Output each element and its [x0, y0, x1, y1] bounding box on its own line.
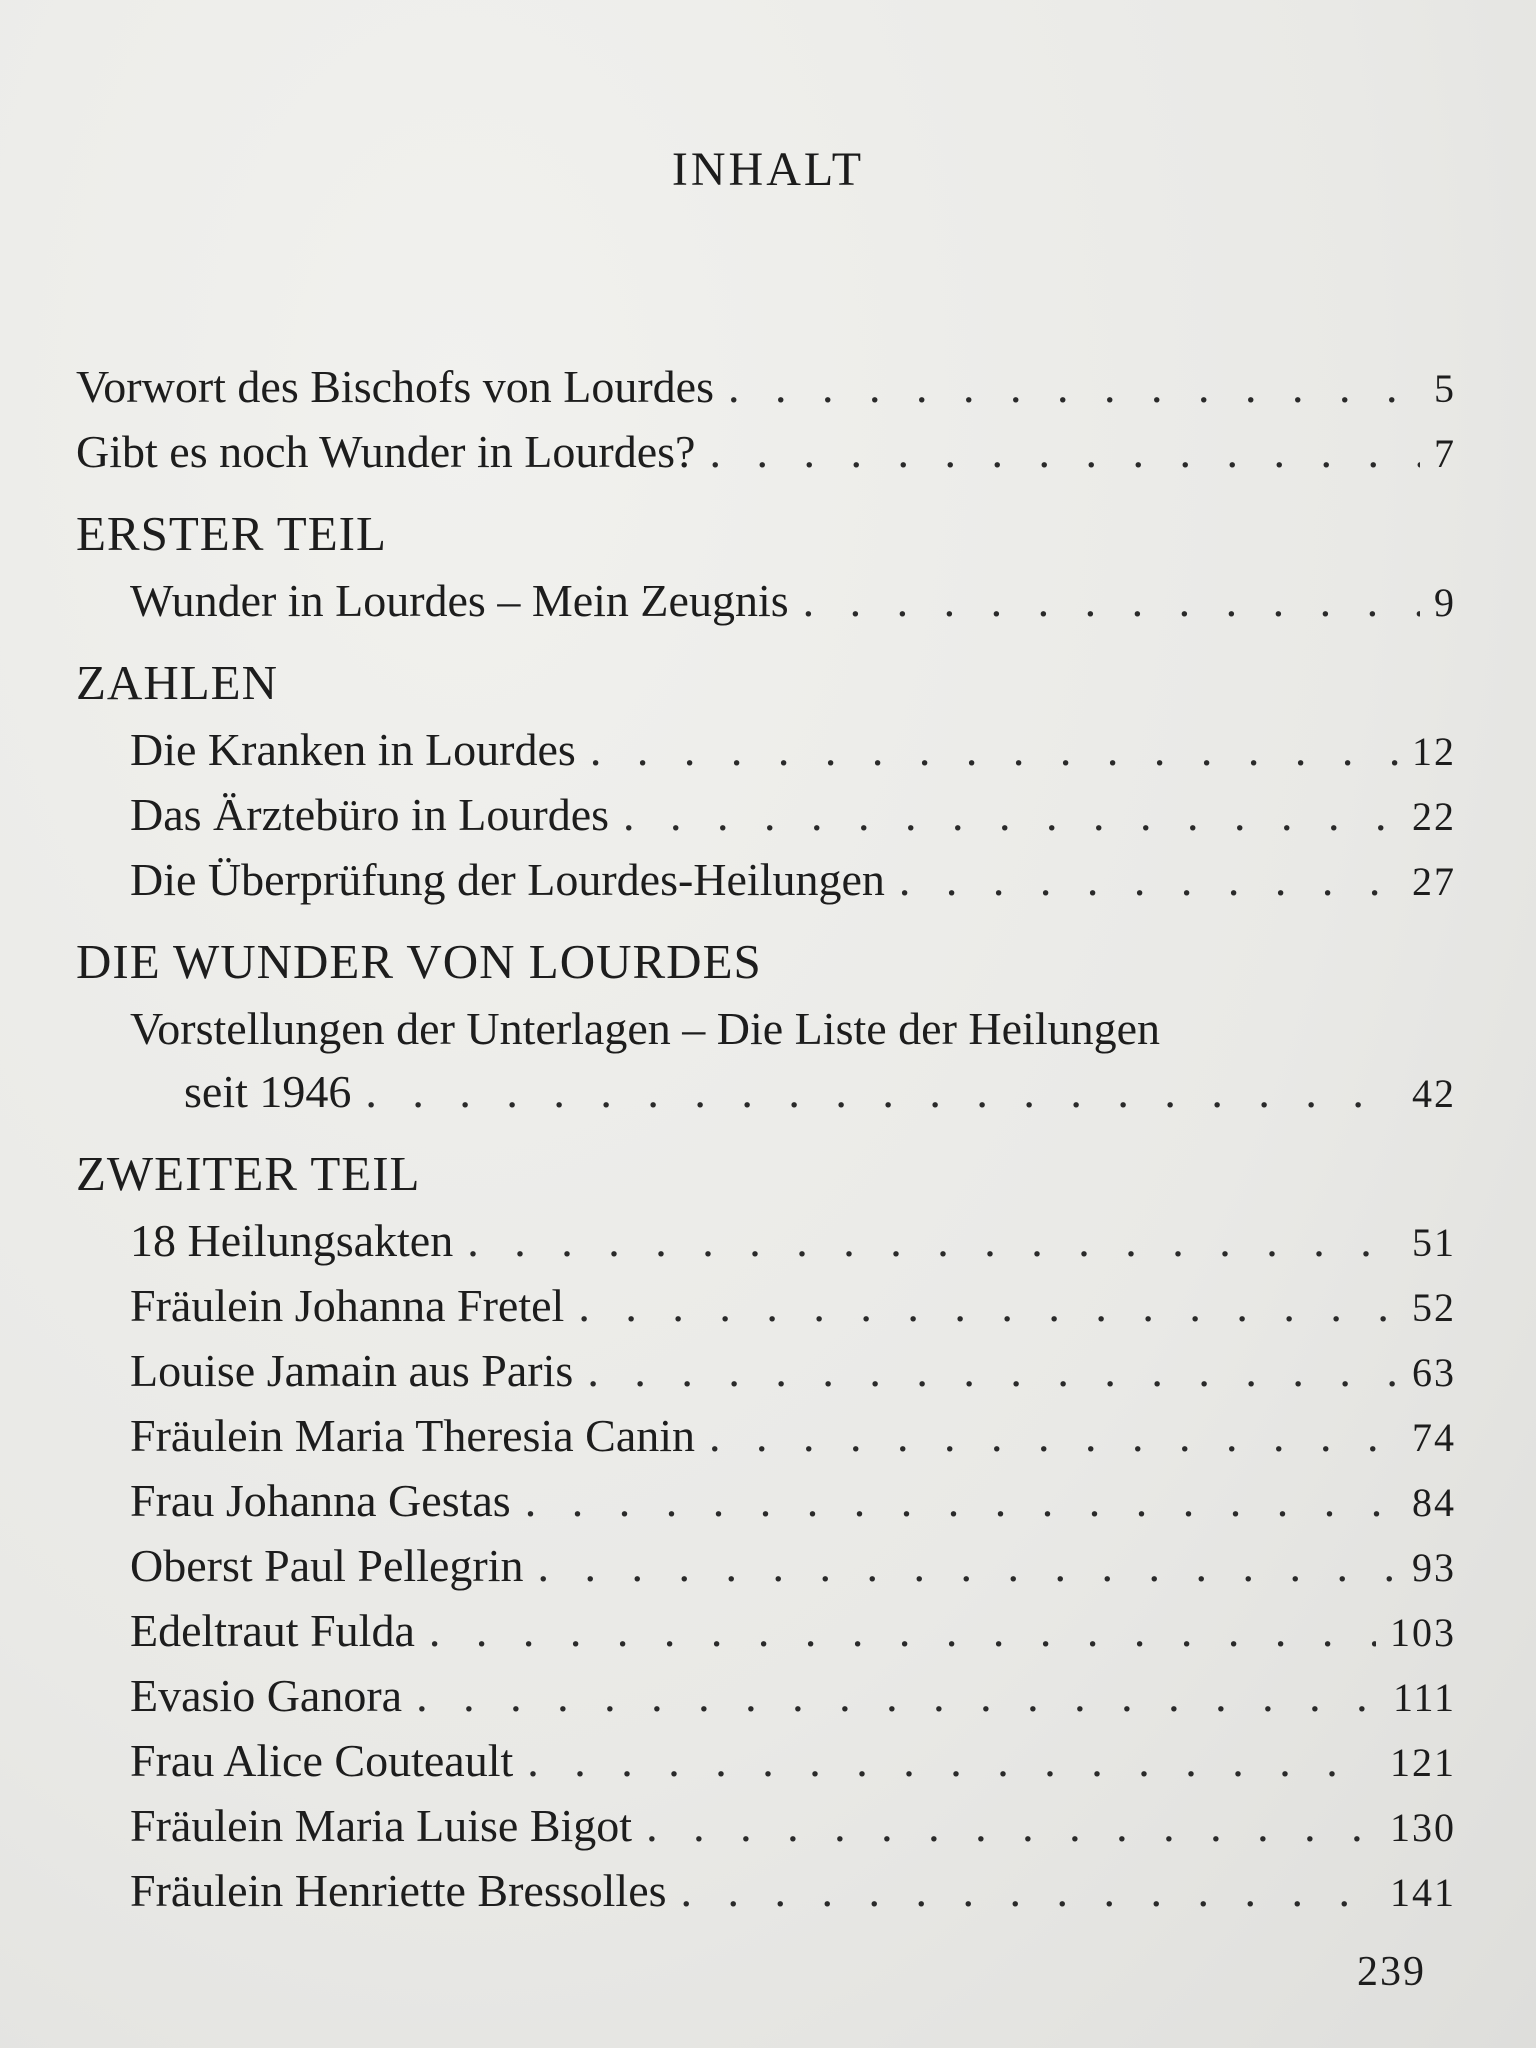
- toc-entry: [76, 1274, 1456, 1339]
- toc-entry: [76, 1209, 1456, 1274]
- toc-entry: [76, 1404, 1456, 1469]
- toc-entry-label: Frau Alice Couteault: [130, 1735, 514, 1786]
- toc-entry-page: 111: [1392, 1675, 1456, 1720]
- leader-dots: [587, 1339, 1398, 1402]
- section-heading: ZAHLEN: [76, 655, 278, 710]
- leader-dots: [803, 569, 1420, 632]
- leader-dots: [623, 783, 1398, 846]
- toc-entry-page: 12: [1412, 729, 1456, 774]
- toc-entry-page: 7: [1434, 431, 1456, 476]
- table-of-contents: [76, 355, 1456, 1924]
- leader-dots: [578, 1274, 1398, 1337]
- toc-entry: [76, 1859, 1456, 1924]
- toc-entry-label: Fräulein Johanna Fretel: [130, 1280, 565, 1331]
- toc-entry: [76, 718, 1456, 783]
- toc-entry-label: Gibt es noch Wunder in Lourdes?: [76, 426, 696, 477]
- toc-entry-label: Evasio Ganora: [130, 1670, 403, 1721]
- toc-entry-page: 51: [1412, 1220, 1456, 1265]
- toc-entry-label: Oberst Paul Pellegrin: [130, 1540, 524, 1591]
- toc-entry-label: Wunder in Lourdes – Mein Zeugnis: [130, 575, 789, 626]
- toc-entry-page: 9: [1434, 580, 1456, 625]
- leader-dots: [538, 1534, 1399, 1597]
- toc-entry-label: Die Kranken in Lourdes: [130, 724, 576, 775]
- toc-entry-page: 103: [1390, 1610, 1456, 1655]
- toc-entry-page: 93: [1412, 1545, 1456, 1590]
- page-number: 239: [1357, 1949, 1426, 1995]
- leader-dots: [429, 1599, 1376, 1662]
- toc-entry-page: 141: [1390, 1870, 1456, 1915]
- toc-entry-vorwort: [76, 355, 1456, 420]
- toc-entry: [76, 1729, 1456, 1794]
- leader-dots: [525, 1469, 1398, 1532]
- section-heading: ERSTER TEIL: [76, 506, 387, 561]
- toc-entry-page: 130: [1390, 1805, 1456, 1850]
- toc-entry-page: 42: [1412, 1071, 1456, 1116]
- leader-dots: [709, 1404, 1398, 1467]
- section-heading: ZWEITER TEIL: [76, 1146, 421, 1201]
- toc-entry-label: Louise Jamain aus Paris: [130, 1345, 574, 1396]
- toc-entry-line2: [76, 1060, 1456, 1125]
- leader-dots: [681, 1859, 1376, 1922]
- toc-entry-line1: [76, 997, 1456, 1060]
- toc-entry: [76, 1664, 1456, 1729]
- toc-entry-page: 84: [1412, 1480, 1456, 1525]
- leader-dots: [416, 1664, 1379, 1727]
- toc-entry: [76, 1599, 1456, 1664]
- toc-entry-page: 63: [1412, 1350, 1456, 1395]
- leader-dots: [709, 420, 1420, 483]
- toc-entry-label: Vorstellungen der Unterlagen – Die Liste der Heilungen: [130, 1003, 1161, 1054]
- toc-entry-label: 18 Heilungsakten: [130, 1215, 454, 1266]
- section-heading: DIE WUNDER VON LOURDES: [76, 934, 762, 989]
- toc-entry: [76, 1534, 1456, 1599]
- toc-entry: [76, 1469, 1456, 1534]
- toc-entry-page: 22: [1412, 794, 1456, 839]
- toc-entry: [76, 1339, 1456, 1404]
- toc-entry-label: Frau Johanna Gestas: [130, 1475, 511, 1526]
- leader-dots: [728, 355, 1420, 418]
- page-title: INHALT: [671, 143, 865, 196]
- toc-entry-label: Fräulein Henriette Bressolles: [130, 1865, 667, 1916]
- toc-entry-label: Edeltraut Fulda: [130, 1605, 415, 1656]
- toc-entry-label: Vorwort des Bischofs von Lourdes: [76, 361, 714, 412]
- toc-entry-page: 52: [1412, 1285, 1456, 1330]
- toc-entry-label: Fräulein Maria Luise Bigot: [130, 1800, 633, 1851]
- toc-entry: [76, 783, 1456, 848]
- toc-entry-label: Die Überprüfung der Lourdes-Heilungen: [130, 854, 885, 905]
- leader-dots: [527, 1729, 1376, 1792]
- leader-dots: [646, 1794, 1376, 1857]
- leader-dots: [467, 1209, 1398, 1272]
- toc-entry-page: 121: [1390, 1740, 1456, 1785]
- toc-entry-gibt-es: [76, 420, 1456, 485]
- toc-entry-label: seit 1946: [184, 1066, 352, 1117]
- toc-entry-label: Das Ärztebüro in Lourdes: [130, 789, 610, 840]
- toc-entry: [76, 1794, 1456, 1859]
- leader-dots: [590, 718, 1398, 781]
- leader-dots: [899, 848, 1398, 911]
- toc-entry-page: 5: [1434, 366, 1456, 411]
- toc-entry-page: 27: [1412, 859, 1456, 904]
- toc-entry: [76, 848, 1456, 913]
- toc-entry-label: Fräulein Maria Theresia Canin: [130, 1410, 696, 1461]
- toc-entry: [76, 569, 1456, 634]
- toc-entry-page: 74: [1412, 1415, 1456, 1460]
- leader-dots: [365, 1060, 1398, 1123]
